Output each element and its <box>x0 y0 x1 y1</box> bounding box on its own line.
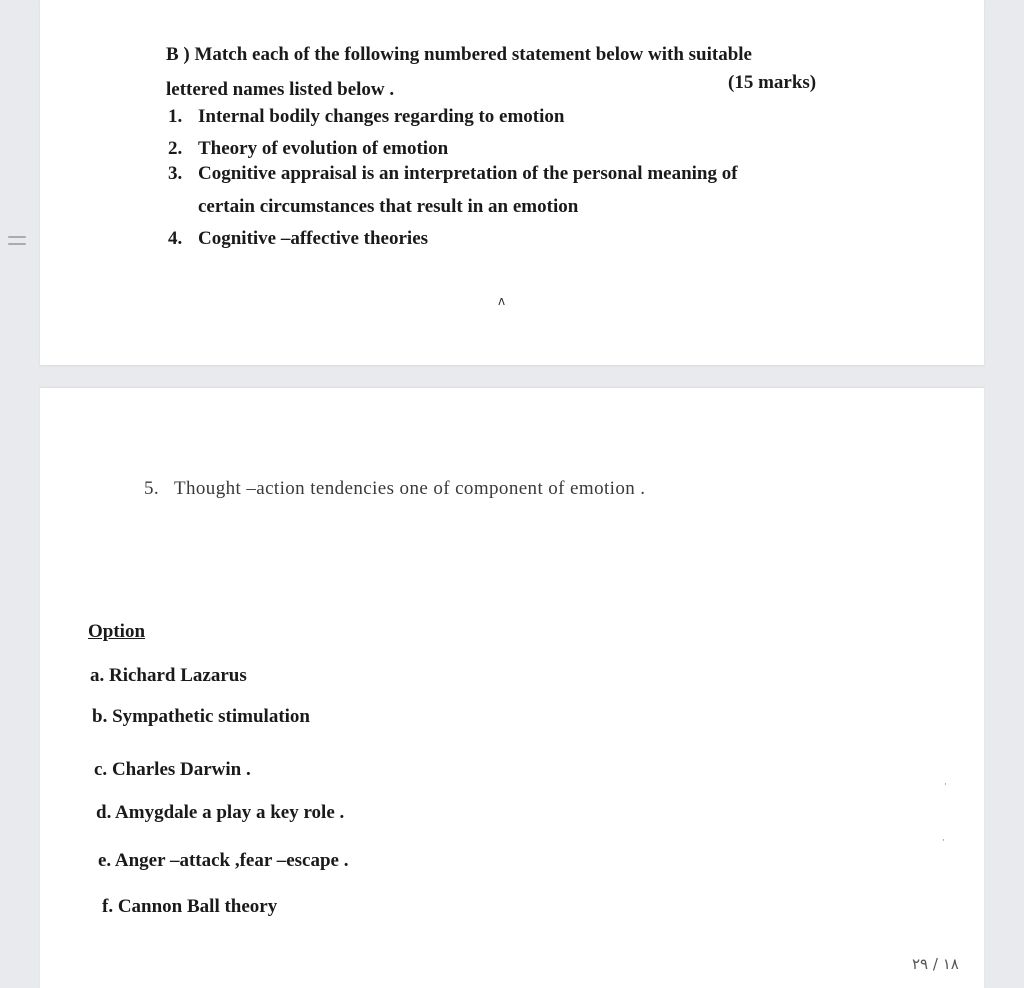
statement-item <box>144 478 645 500</box>
statement-item <box>168 106 564 128</box>
options-heading: Option <box>88 621 146 642</box>
section-heading-line1: B ) Match each of the following numbered statement below with suitable <box>166 44 752 65</box>
option-letter: e. <box>98 850 112 871</box>
statement-number: 5. <box>144 478 160 499</box>
statement-text: Thought –action tendencies one of component of emotion . <box>174 478 646 499</box>
option-item <box>96 802 344 824</box>
statement-text: Theory of evolution of emotion <box>198 138 449 159</box>
option-item <box>90 665 247 687</box>
document-page-bottom <box>40 388 984 988</box>
statement-number: 3. <box>168 163 183 184</box>
option-letter: d. <box>96 802 112 823</box>
scan-speck: · <box>942 836 945 846</box>
scan-speck: · <box>944 780 947 790</box>
page-indicator: ۲۹ / ۱۸ <box>912 955 959 973</box>
statement-text: Internal bodily changes regarding to emotion <box>198 106 565 127</box>
option-letter: a. <box>90 665 105 686</box>
option-item <box>94 759 251 781</box>
statement-number: 1. <box>168 106 183 127</box>
document-page-top <box>40 0 984 365</box>
option-text: Amygdale a play a key role . <box>115 802 345 823</box>
statement-text: Cognitive appraisal is an interpretation of the personal meaning of <box>198 163 738 184</box>
statement-text: Cognitive –affective theories <box>198 228 429 249</box>
statement-item <box>168 138 448 160</box>
option-item <box>102 896 277 918</box>
option-text: Charles Darwin . <box>111 759 251 780</box>
option-text: Cannon Ball theory <box>117 896 278 917</box>
option-letter: f. <box>102 896 114 917</box>
option-item <box>98 850 348 872</box>
page-number-marker: ʌ <box>498 294 506 308</box>
option-text: Anger –attack ,fear –escape . <box>114 850 349 871</box>
option-letter: b. <box>92 706 108 727</box>
marks-label: (15 marks) <box>728 72 817 93</box>
option-text: Sympathetic stimulation <box>112 706 311 727</box>
statement-item <box>168 228 428 250</box>
statement-item <box>168 163 738 185</box>
statement-number: 4. <box>168 228 183 249</box>
statement-number: 2. <box>168 138 183 159</box>
statement-continuation: certain circumstances that result in an emotion <box>198 196 579 217</box>
menu-icon[interactable] <box>8 236 26 250</box>
option-letter: c. <box>94 759 108 780</box>
option-item <box>92 706 310 728</box>
option-text: Richard Lazarus <box>109 665 247 686</box>
section-heading-line2: lettered names listed below . <box>166 79 395 100</box>
